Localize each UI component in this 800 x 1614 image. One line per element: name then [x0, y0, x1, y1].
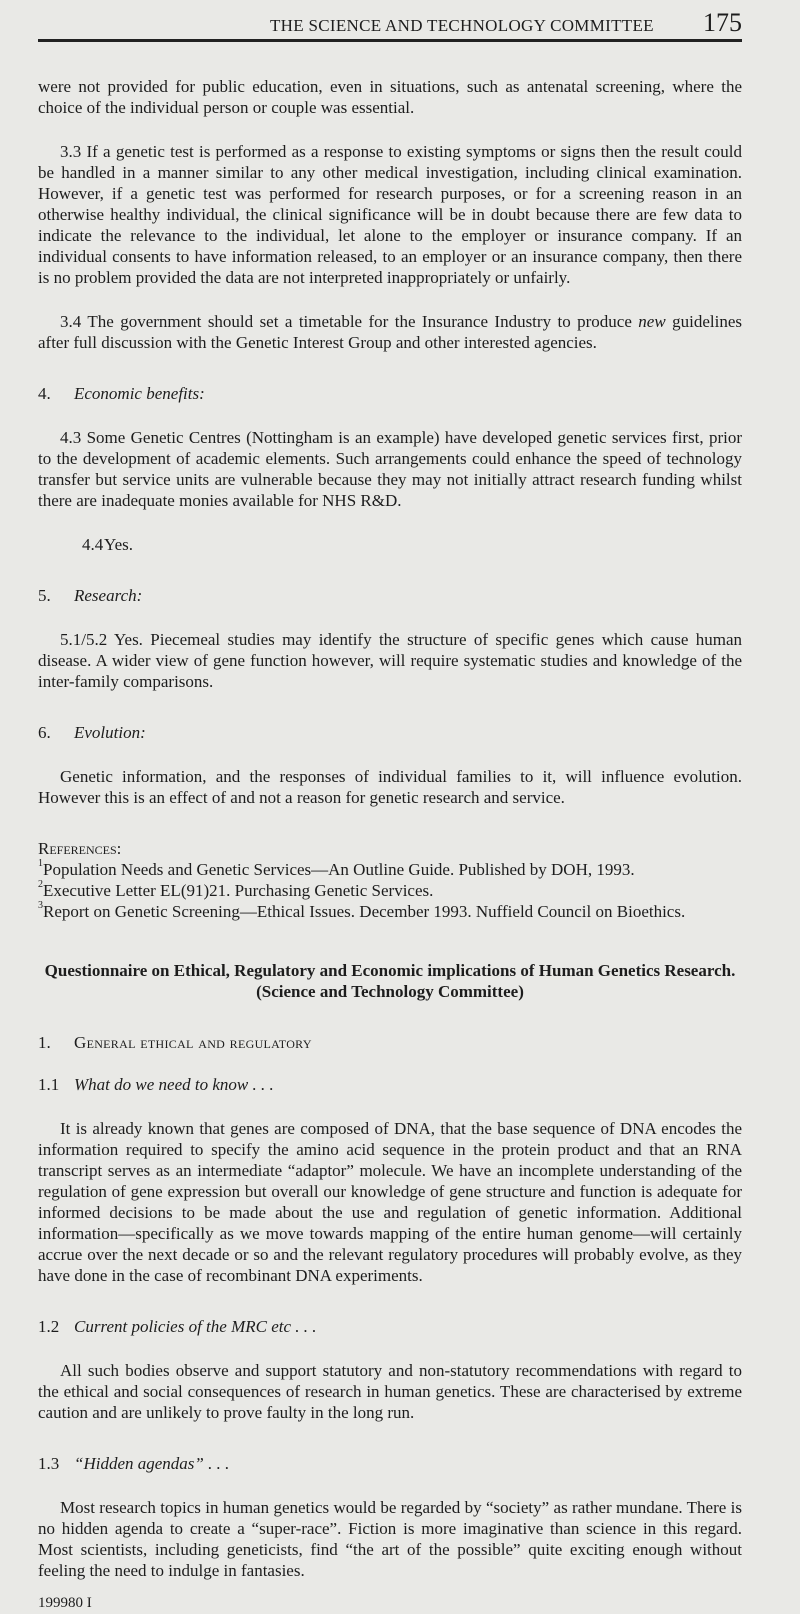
heading-economic-benefits [38, 383, 742, 404]
reference-marker: 1 [38, 858, 43, 869]
print-code: 199980 I [38, 1595, 92, 1611]
heading-evolution [38, 722, 742, 743]
heading-number: 1.2 [38, 1317, 60, 1336]
heading-text: General ethical and regulatory [74, 1033, 312, 1052]
heading-text: What do we need to know . . . [74, 1075, 274, 1094]
paragraph-4-3: 4.3 Some Genetic Centres (Nottingham is an example) have developed genetic services first, prior to the development of academic elements. Such arrangements could enhance the speed of technology transfer but service units are vulnerable because they may not initially attract research funding whilst there are inadequate monies available for NHS R&D. [38, 428, 742, 510]
heading-number: 6. [38, 723, 51, 742]
paragraph-1-1: It is already known that genes are composed of DNA, that the base sequence of DNA encodes the information required to specify the amino acid sequence in the protein product and that an RNA transcript serves as an intermediate “adaptor” molecule. We have an incomplete understanding of the regulation of gene expression but overall our knowledge of gene structure and function is adequate for informed decisions to be made about the use and regulation of genetic information. Additional information—specifically as we move towards mapping of the entire human genome—will certainly accrue over the next decade or so and the relevant regulatory procedures will probably evolve, as they have done in the case of recombinant DNA experiments. [38, 1119, 742, 1285]
heading-number: 4. [38, 384, 51, 403]
paragraph-3-4-text: 3.4 The government should set a timetable for the Insurance Industry to produce [60, 312, 639, 331]
heading-number: 5. [38, 586, 51, 605]
heading-text: Economic benefits: [74, 384, 205, 403]
running-header-title: THE SCIENCE AND TECHNOLOGY COMMITTEE [270, 16, 654, 35]
heading-text: Evolution: [74, 723, 146, 742]
reference-item [38, 880, 742, 901]
heading-1-3 [38, 1453, 742, 1474]
references-section [38, 838, 742, 922]
paragraph-6: Genetic information, and the responses of individual families to it, will influence evolution. However this is an effect of and not a reason for genetic research and service. [38, 767, 742, 807]
reference-marker: 3 [38, 900, 43, 911]
page-header [38, 0, 742, 40]
page-body [38, 40, 742, 1614]
paragraph-3-4 [38, 311, 742, 353]
heading-text: “Hidden agendas” . . . [74, 1454, 230, 1473]
heading-1-1 [38, 1074, 742, 1095]
paragraph-3-4-text-end: guidelines after full discussion with the Genetic Interest Group and other interested agencies. [38, 312, 742, 352]
paragraph-4-4 [38, 534, 742, 555]
heading-text: Research: [74, 586, 143, 605]
heading-number: 1.3 [38, 1454, 60, 1473]
reference-text: Executive Letter EL(91)21. Purchasing Genetic Services. [43, 881, 434, 900]
paragraph-intro: were not provided for public education, even in situations, such as antenatal screening, where the choice of the individual person or couple was essential. [38, 77, 742, 117]
paragraph-number: 4.4 [82, 535, 104, 554]
heading-number: 1.1 [38, 1075, 60, 1094]
header-rule [38, 39, 742, 42]
reference-item [38, 859, 742, 880]
page-number: 175 [703, 8, 742, 37]
questionnaire-title: Questionnaire on Ethical, Regulatory and Economic implications of Human Genetics Research. (Science and Technology Committee) [44, 961, 736, 1001]
reference-text: Report on Genetic Screening—Ethical Issues. December 1993. Nuffield Council on Bioethics. [43, 902, 686, 921]
heading-general-ethical [38, 1032, 742, 1053]
heading-research [38, 585, 742, 606]
references-heading: References: [38, 839, 122, 858]
paragraph-5: 5.1/5.2 Yes. Piecemeal studies may identify the structure of specific genes which cause human disease. A wider view of gene function however, will require systematic studies and knowledge of the inter-family comparisons. [38, 630, 742, 691]
paragraph-1-3: Most research topics in human genetics would be regarded by “society” as rather mundane. There is no hidden agenda to create a “super-race”. Fiction is more imaginative than science in this regard. Most scientists, including geneticists, find “the art of the possible” quite exciting enough without feeling the need to indulge in fantasies. [38, 1498, 742, 1580]
paragraph-1-2: All such bodies observe and support statutory and non-statutory recommendations with regard to the ethical and social consequences of research in human genetics. These are characterised by extreme caution and are unlikely to prove faulty in the long run. [38, 1361, 742, 1422]
heading-1-2 [38, 1316, 742, 1337]
paragraph-text: Yes. [104, 535, 133, 554]
paragraph-3-3: 3.3 If a genetic test is performed as a response to existing symptoms or signs then the result could be handled in a manner similar to any other medical investigation, including clinical examination. However, if a genetic test was performed for research purposes, or for a screening reason in an otherwise healthy individual, the clinical significance will be in doubt because there are few data to indicate the relevance to the individual, let alone to the employer or insurance company. If an individual consents to have information released, to an employer or an insurance company, then there is no problem provided the data are not interpreted inappropriately or unfairly. [38, 142, 742, 287]
reference-marker: 2 [38, 879, 43, 890]
reference-item [38, 901, 742, 922]
reference-text: Population Needs and Genetic Services—An Outline Guide. Published by DOH, 1993. [43, 860, 635, 879]
heading-number: 1. [38, 1033, 51, 1052]
heading-text: Current policies of the MRC etc . . . [74, 1317, 317, 1336]
paragraph-3-4-emphasis: new [638, 312, 666, 331]
